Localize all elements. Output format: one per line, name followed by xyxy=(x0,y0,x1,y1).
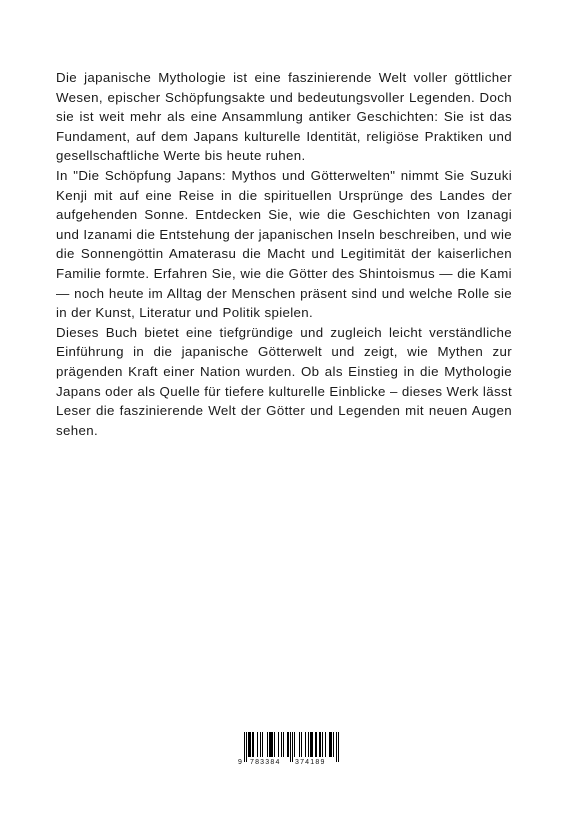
barcode-right-group: 374189 xyxy=(294,757,327,769)
barcode-bar xyxy=(319,732,320,757)
barcode-bar xyxy=(288,732,289,757)
barcode-bar xyxy=(308,732,309,757)
barcode-bar xyxy=(248,732,249,757)
paragraph-summary: Dieses Buch bietet eine tiefgründige und zugleich leicht verständliche Einführung in die japanische Götterwelt und zeigt, wie Mythen zur prägenden Kraft einer Nation wurden. Ob als Einstieg in die Mythologie Japans oder als Quelle für tiefere kulturelle Einblicke – dieses Werk lässt Leser die faszinierende Welt der Götter und Legenden mit neuen Augen sehen. xyxy=(56,324,512,438)
barcode-bar xyxy=(260,732,261,757)
barcode-bar xyxy=(311,732,312,757)
barcode-bar xyxy=(250,732,251,757)
barcode-first-digit: 9 xyxy=(237,757,243,769)
barcode-bar xyxy=(330,732,331,757)
paragraph-book-description: In "Die Schöpfung Japans: Mythos und Götterwelten" nimmt Sie Suzuki Kenji mit auf eine Reise in die spirituellen Ursprünge des Landes der aufgehenden Sonne. Entdecken Sie, wie die Geschichten von Izanagi und Izanami die Entstehung der japanischen Inseln beschreiben, und wie die Sonnengöttin Amaterasu die Macht und Legitimität der kaiserlichen Familie formte. Erfahren Sie, wie die Götter des Shintoismus — die Kami — noch heute im Alltag der Menschen präsent sind und welche Rolle sie in der Kunst, Literatur und Politik spielen. xyxy=(56,167,512,321)
isbn-barcode xyxy=(238,732,342,770)
barcode-bar xyxy=(305,732,306,757)
barcode-bar xyxy=(272,732,273,757)
barcode-bar xyxy=(267,732,268,757)
barcode-bar xyxy=(249,732,250,757)
barcode-bar xyxy=(299,732,300,757)
paragraph-intro: Die japanische Mythologie ist eine faszinierende Welt voller göttlicher Wesen, epischer Schöpfungsakte und bedeutungsvoller Legenden. Doch sie ist weit mehr als eine Ansammlung antiker Geschichten: Sie ist das Fundament, auf dem Japans kulturelle Identität, religiöse Praktiken und gesellschaftliche Werte bis heute ruhen. xyxy=(56,70,512,164)
barcode-bar xyxy=(253,732,254,757)
barcode-bar xyxy=(333,732,334,757)
barcode-bar xyxy=(294,732,295,757)
barcode-bar xyxy=(262,732,263,757)
barcode-bar xyxy=(322,732,323,757)
barcode-bar xyxy=(283,732,284,757)
barcode-bar xyxy=(274,732,275,757)
barcode-bar xyxy=(310,732,311,757)
barcode-bar xyxy=(281,732,282,757)
barcode-bar xyxy=(325,732,326,757)
barcode-bar xyxy=(320,732,321,757)
barcode-bar xyxy=(270,732,271,757)
back-cover-text xyxy=(56,68,512,440)
barcode-bar xyxy=(287,732,288,757)
barcode-bar xyxy=(269,732,270,757)
barcode-numbers xyxy=(238,757,342,769)
barcode-bar xyxy=(252,732,253,757)
barcode-bar xyxy=(271,732,272,757)
barcode-bar xyxy=(257,732,258,757)
barcode-bar xyxy=(316,732,317,757)
barcode-bar xyxy=(278,732,279,757)
barcode-left-group: 783384 xyxy=(249,757,282,769)
barcode-bar xyxy=(301,732,302,757)
barcode-bar xyxy=(312,732,313,757)
barcode-bar xyxy=(331,732,332,757)
barcode-bar xyxy=(315,732,316,757)
barcode-bar xyxy=(329,732,330,757)
